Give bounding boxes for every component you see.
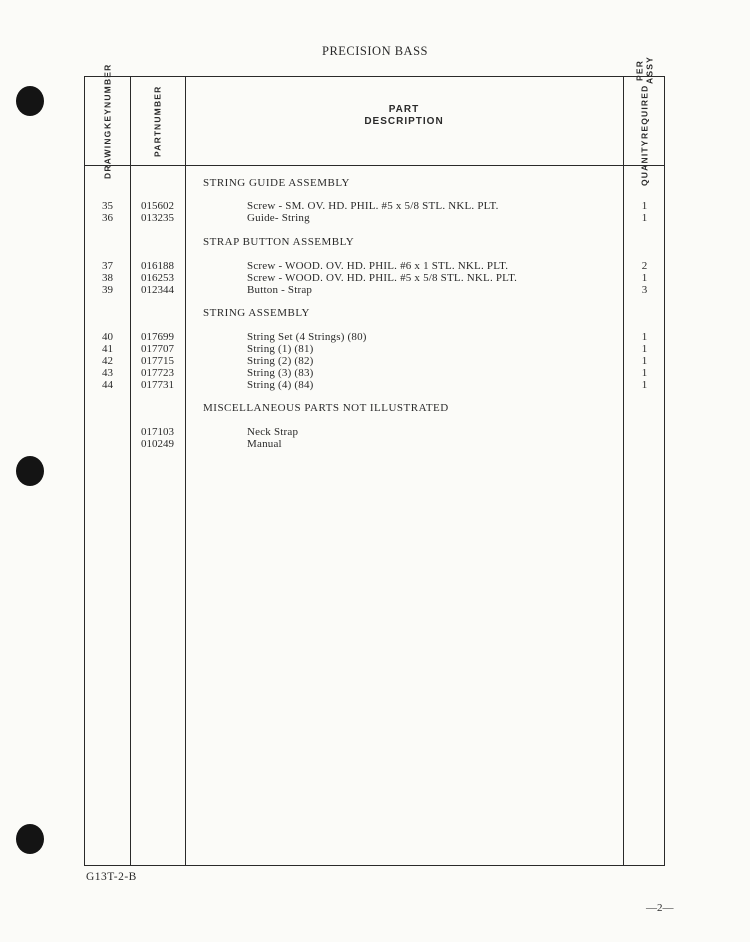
part-description: String (4) (84) — [247, 379, 314, 391]
key-number: 44 — [102, 379, 113, 391]
punch-hole-middle — [16, 456, 44, 486]
part-number: 017731 — [141, 379, 174, 391]
quantity: 1 — [641, 331, 648, 343]
part-description: Neck Strap — [247, 426, 299, 438]
quantity: 1 — [641, 355, 648, 367]
column-divider — [623, 77, 624, 865]
part-description: Guide- String — [247, 212, 310, 224]
header-part-description: PART DESCRIPTION — [364, 104, 444, 127]
quantity: 3 — [641, 284, 648, 296]
quantity: 1 — [641, 200, 648, 212]
key-number: 35 — [102, 200, 113, 212]
punch-hole-top — [16, 86, 44, 116]
quantity: 2 — [641, 260, 648, 272]
part-number: 012344 — [141, 284, 174, 296]
part-number: 013235 — [141, 212, 174, 224]
part-description: Screw - WOOD. OV. HD. PHIL. #5 x 5/8 STL. NKL. PLT. — [247, 272, 518, 284]
key-number: 42 — [102, 355, 113, 367]
part-number: 017715 — [141, 355, 174, 367]
part-number: 015602 — [141, 200, 174, 212]
page-number: —2— — [646, 902, 674, 914]
key-number: 43 — [102, 367, 113, 379]
document-code: G13T-2-B — [86, 871, 137, 883]
part-number: 017707 — [141, 343, 174, 355]
section-title: STRING ASSEMBLY — [203, 307, 310, 319]
part-number: 010249 — [141, 438, 174, 450]
key-number: 37 — [102, 260, 113, 272]
punch-hole-bottom — [16, 824, 44, 854]
quantity: 1 — [641, 379, 648, 391]
part-description: Screw - WOOD. OV. HD. PHIL. #6 x 1 STL. NKL. PLT. — [247, 260, 509, 272]
part-description: String (1) (81) — [247, 343, 314, 355]
column-divider — [185, 77, 186, 865]
quantity: 1 — [641, 272, 648, 284]
key-number: 41 — [102, 343, 113, 355]
section-title: MISCELLANEOUS PARTS NOT ILLUSTRATED — [203, 402, 449, 414]
key-number: 38 — [102, 272, 113, 284]
part-description: String (2) (82) — [247, 355, 314, 367]
section-title: STRAP BUTTON ASSEMBLY — [203, 236, 355, 248]
part-number: 017103 — [141, 426, 174, 438]
part-description: Manual — [247, 438, 282, 450]
part-description: String Set (4 Strings) (80) — [247, 331, 367, 343]
part-number: 016253 — [141, 272, 174, 284]
quantity: 1 — [641, 343, 648, 355]
part-number: 017699 — [141, 331, 174, 343]
header-key-number: DRAWING KEY NUMBER — [102, 63, 113, 179]
quantity: 1 — [641, 367, 648, 379]
column-divider — [130, 77, 131, 865]
key-number: 40 — [102, 331, 113, 343]
part-description: Screw - SM. OV. HD. PHIL. #5 x 5/8 STL. NKL. PLT. — [247, 200, 499, 212]
quantity: 1 — [641, 212, 648, 224]
key-number: 39 — [102, 284, 113, 296]
part-number: 016188 — [141, 260, 174, 272]
part-description: String (3) (83) — [247, 367, 314, 379]
header-part-number: PART NUMBER — [152, 85, 163, 157]
part-number: 017723 — [141, 367, 174, 379]
section-title: STRING GUIDE ASSEMBLY — [203, 177, 350, 189]
part-description: Button - Strap — [247, 284, 313, 296]
parts-table — [84, 56, 665, 866]
header-quantity: QUANITY REQUIRED PER ASSY — [634, 56, 655, 186]
page-title: PRECISION BASS — [322, 44, 428, 58]
key-number: 36 — [102, 212, 113, 224]
